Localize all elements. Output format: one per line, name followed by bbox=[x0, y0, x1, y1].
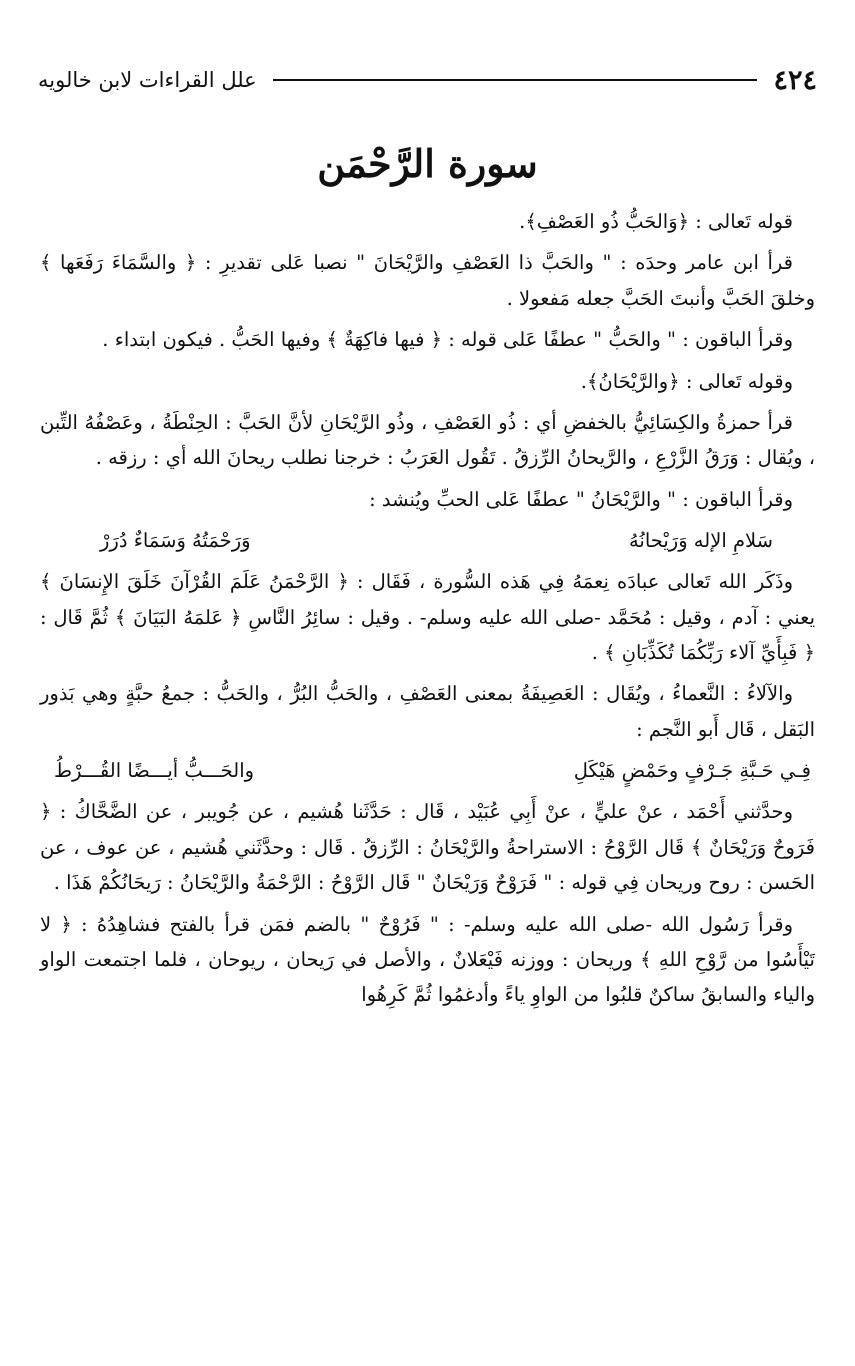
verse-hemistich-first: سَلامِ الإله وَرَيْحانُهُ bbox=[628, 529, 773, 553]
page-body bbox=[40, 204, 815, 1019]
paragraph: وقوله تَعالى : ﴿والرَّيْحَانُ﴾. bbox=[580, 369, 793, 393]
running-header bbox=[38, 62, 817, 98]
book-title: علل القراءات لابن خالويه bbox=[38, 68, 257, 92]
surah-title: سورة الرَّحْمَن bbox=[317, 141, 538, 186]
poetry-verse bbox=[40, 753, 815, 788]
paragraph: قوله تَعالى : ﴿وَالحَبُّ ذُو العَصْفِ﴾. bbox=[519, 210, 793, 233]
poetry-verse bbox=[40, 523, 815, 558]
paragraph: وقرأ الباقون : " والرَّيْحَانُ " عطفًا عَلى الحبِّ ويُنشد : bbox=[369, 487, 793, 511]
paragraph: قرأ ابن عامر وحدَه : " والحَبَّ ذا العَصْفِ والرَّيْحَانَ " نصبا عَلى تقديرِ : ﴿ والسَّمَاءَ رَفَعَها ﴾ وخلقَ الحَبَّ وأنبتَ الحَبَّ جعله مَفعولا . bbox=[40, 251, 815, 310]
paragraph: وقرأ رَسُول الله -صلى الله عليه وسلم- : " فَرُوْحٌ " بالضم فمَن قرأ بالفتح فشاهِدُهُ : ﴿ لا تَيْأَسُوا من رَّوْحِ اللهِ ﴾ وريحان : ووزنه فَيْعَلانٌ ، والأصل في رَيحان ، ريوحان ، فلما اجتمعت الواو والياء والسابقُ ساكنٌ قلبُوا من الواوِ ياءً وأدغمُوا ثُمَّ كَرِهُوا bbox=[40, 912, 815, 1007]
verse-hemistich-second: وَرَحْمَتُهُ وَسَمَاءٌ دُرَرْ bbox=[100, 529, 251, 553]
paragraph: وقرأ الباقون : " والحَبُّ " عطفًا عَلى قوله : ﴿ فيها فاكِهَةٌ ﴾ وفيها الحَبُّ . فيكون ابتداء . bbox=[102, 328, 793, 352]
page-number: ٤٢٤ bbox=[773, 64, 817, 96]
paragraph: وذَكَر الله تَعالى عبادَه نِعمَهُ فِي هَذه السُّورة ، فَقَال : ﴿ الرَّحْمَنُ عَلَمَ القُرْآنَ خَلَقَ الإِنسَانَ ﴾ يعني : آدم ، وقيل : مُحَمَّد -صلى الله عليه وسلم- . وقيل : سائِرُ النَّاسِ ﴿ عَلمَهُ البَيَانَ ﴾ ثُمَّ قَال : ﴿ فَبِأَيِّ آلاء رَبِّكُمَا تُكَذِّبَانِ ﴾ . bbox=[40, 570, 815, 665]
paragraph: وحدَّثني أَحْمَد ، عنْ عليٍّ ، عنْ أَبِي عُبَيْد ، قَال : حَدَّثَنا هُشيم ، عن جُويبر ، عن الضَّحَّاكُ : ﴿ فَرَوحٌ وَرَيْحَانٌ ﴾ قَال الرَّوْحُ : الاستراحةُ والرَّيْحَانُ : الرِّزقُ . قَال : وحدَّثَني هُشيم ، عن عوف ، عن الحَسن : روح وريحان فِي قوله : " فَرَوْحٌ وَرَيْحَانٌ " قَال الرَّوْحُ : الرَّحْمَةُ والرَّيْحَانُ : رَيحَانُكُمْ هَذَا . bbox=[40, 800, 815, 895]
paragraph: والآلاءُ : النَّعماءُ ، ويُقَال : العَصِيفَةُ بمعنى العَصْفِ ، والحَبُّ البُرُّ ، والحَبُّ : جمعُ حبَّةٍ وهي بَذور البَقل ، قَال أَبو النَّجم : bbox=[40, 682, 815, 741]
verse-hemistich-first: فِـي حَـبَّةِ جَـرْفٍ وحَمْضٍ هَيْكَلِ bbox=[573, 759, 811, 783]
verse-hemistich-second: والحَـــبُّ أيـــضًا القُـــرْطُ bbox=[54, 759, 255, 783]
paragraph: قرأ حمزةُ والكِسَائِيُّ بالخفضِ أي : ذُو العَصْفِ ، وذُو الرَّيْحَانِ لأنَّ الحَبَّ : الحِنْطَةُ ، وعَصْفُهُ التِّبن ، ويُقال : وَرَقُ الزَّرْعِ ، والرَّيحانُ الرِّزقُ . تَقُول العَرَبُ : خرجنا نطلب ريحانَ الله أي : رزقه . bbox=[40, 411, 815, 470]
header-rule bbox=[273, 79, 758, 81]
